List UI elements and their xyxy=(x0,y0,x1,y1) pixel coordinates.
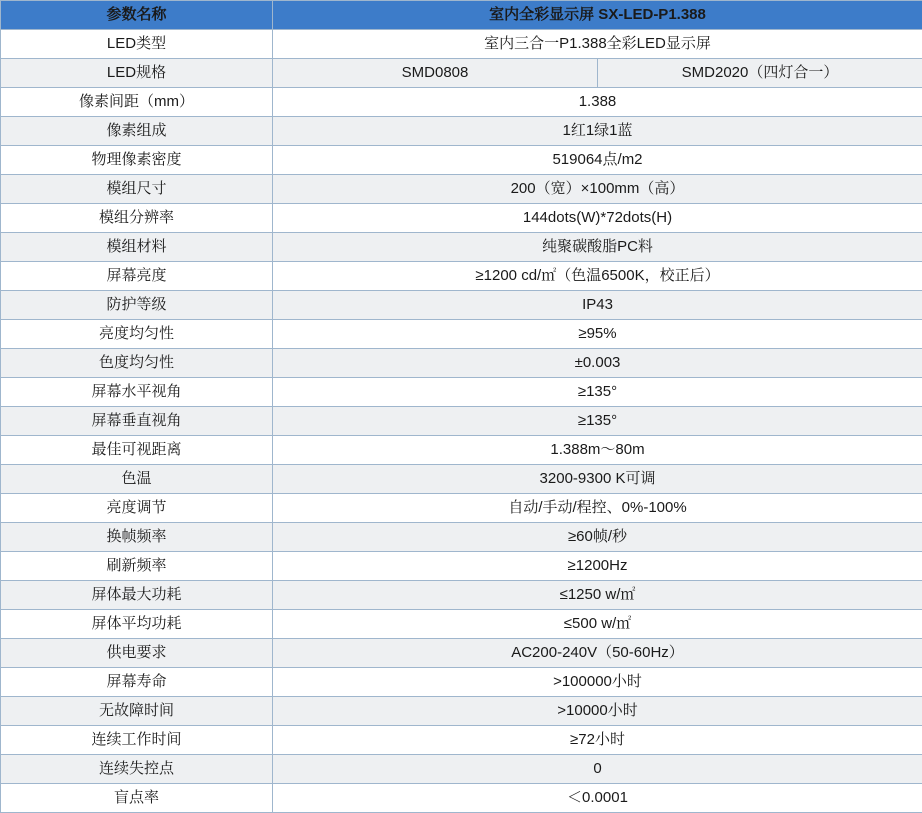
row-value: ≥1200Hz xyxy=(273,552,922,581)
table-row xyxy=(1,88,922,117)
row-value: ≥72小时 xyxy=(273,726,922,755)
row-value: ≥60帧/秒 xyxy=(273,523,922,552)
table-row xyxy=(1,726,922,755)
row-label: 色度均匀性 xyxy=(1,349,273,378)
row-value: ≥95% xyxy=(273,320,922,349)
row-label: 防护等级 xyxy=(1,291,273,320)
row-label: 像素组成 xyxy=(1,117,273,146)
row-label: 物理像素密度 xyxy=(1,146,273,175)
table-row xyxy=(1,349,922,378)
table-header-row xyxy=(1,1,922,30)
table-row xyxy=(1,59,922,88)
table-row xyxy=(1,784,922,813)
row-label: 屏幕垂直视角 xyxy=(1,407,273,436)
row-value: IP43 xyxy=(273,291,922,320)
table-row xyxy=(1,552,922,581)
row-label: 最佳可视距离 xyxy=(1,436,273,465)
row-value: ≥135° xyxy=(273,378,922,407)
row-value: ≤500 w/㎡ xyxy=(273,610,922,639)
table-row xyxy=(1,494,922,523)
row-label: 屏幕寿命 xyxy=(1,668,273,697)
row-label: 屏体最大功耗 xyxy=(1,581,273,610)
row-value: 144dots(W)*72dots(H) xyxy=(273,204,922,233)
row-label: 模组尺寸 xyxy=(1,175,273,204)
table-row xyxy=(1,233,922,262)
row-label: LED规格 xyxy=(1,59,273,88)
row-value: 200（宽）×100mm（高） xyxy=(273,175,922,204)
table-row xyxy=(1,755,922,784)
row-value: >100000小时 xyxy=(273,668,922,697)
row-value: >10000小时 xyxy=(273,697,922,726)
table-row xyxy=(1,523,922,552)
row-value: 纯聚碳酸脂PC料 xyxy=(273,233,922,262)
row-label: 模组分辨率 xyxy=(1,204,273,233)
row-label: 屏幕水平视角 xyxy=(1,378,273,407)
table-row xyxy=(1,697,922,726)
table-row xyxy=(1,146,922,175)
column-header-product-title: 室内全彩显示屏 SX-LED-P1.388 xyxy=(273,1,922,30)
row-value: ±0.003 xyxy=(273,349,922,378)
row-label: 连续工作时间 xyxy=(1,726,273,755)
table-row xyxy=(1,407,922,436)
row-value: AC200-240V（50-60Hz） xyxy=(273,639,922,668)
table-row xyxy=(1,465,922,494)
table-row xyxy=(1,581,922,610)
table-row xyxy=(1,639,922,668)
row-label: 像素间距（mm） xyxy=(1,88,273,117)
table-row xyxy=(1,378,922,407)
row-value: 自动/手动/程控、0%-100% xyxy=(273,494,922,523)
table-row xyxy=(1,320,922,349)
table-row xyxy=(1,117,922,146)
table-row xyxy=(1,30,922,59)
row-label: 模组材料 xyxy=(1,233,273,262)
row-label: 屏幕亮度 xyxy=(1,262,273,291)
table-row xyxy=(1,436,922,465)
table-row xyxy=(1,291,922,320)
row-value: 1.388 xyxy=(273,88,922,117)
row-value: ＜0.0001 xyxy=(273,784,922,813)
row-label: 色温 xyxy=(1,465,273,494)
row-label: 换帧频率 xyxy=(1,523,273,552)
row-label: 无故障时间 xyxy=(1,697,273,726)
row-label: LED类型 xyxy=(1,30,273,59)
column-header-parameter-name: 参数名称 xyxy=(1,1,273,30)
row-label: 亮度调节 xyxy=(1,494,273,523)
row-label: 供电要求 xyxy=(1,639,273,668)
row-value: 0 xyxy=(273,755,922,784)
table-row xyxy=(1,204,922,233)
row-value: 519064点/m2 xyxy=(273,146,922,175)
table-row xyxy=(1,175,922,204)
row-value: 1.388m～80m xyxy=(273,436,922,465)
row-value: 1红1绿1蓝 xyxy=(273,117,922,146)
row-value: ≤1250 w/㎡ xyxy=(273,581,922,610)
table-row xyxy=(1,610,922,639)
row-label: 屏体平均功耗 xyxy=(1,610,273,639)
row-label: 盲点率 xyxy=(1,784,273,813)
row-value-primary: SMD0808 xyxy=(273,59,598,88)
row-value: 3200-9300 K可调 xyxy=(273,465,922,494)
row-label: 亮度均匀性 xyxy=(1,320,273,349)
table-header xyxy=(1,1,922,30)
table-row xyxy=(1,262,922,291)
row-value: ≥1200 cd/㎡（色温6500K，校正后） xyxy=(273,262,922,291)
table-row xyxy=(1,668,922,697)
row-value-secondary: SMD2020（四灯合一） xyxy=(598,59,922,88)
row-value: 室内三合一P1.388全彩LED显示屏 xyxy=(273,30,922,59)
row-label: 刷新频率 xyxy=(1,552,273,581)
row-label: 连续失控点 xyxy=(1,755,273,784)
row-value: ≥135° xyxy=(273,407,922,436)
table-body xyxy=(1,30,922,813)
